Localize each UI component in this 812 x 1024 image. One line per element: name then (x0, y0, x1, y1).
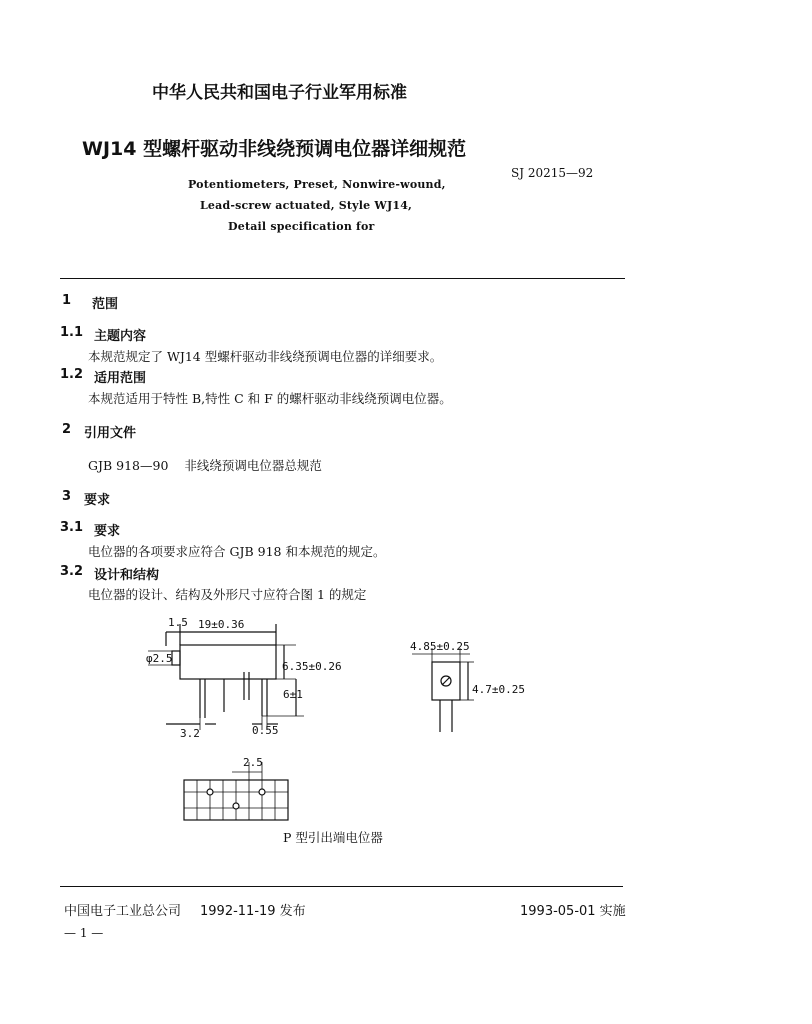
outline-drawing (0, 600, 812, 850)
header-divider (60, 278, 625, 279)
section-3-1-title: 要求 (94, 524, 121, 539)
dim-4-85: 4.85±0.25 (410, 640, 470, 653)
side-view-body (180, 645, 276, 679)
footer-divider (60, 886, 623, 887)
section-3-2-number: 3.2 (60, 564, 84, 579)
publisher: 中国电子工业总公司 (64, 904, 182, 919)
dim-1-5: 1.5 (168, 616, 188, 629)
standard-category: 中华人民共和国电子行业军用标准 (152, 83, 407, 103)
section-1-number: 1 (62, 293, 72, 308)
section-1-2-number: 1.2 (60, 367, 84, 382)
dim-2-5-spacing: 2.5 (243, 756, 263, 769)
dim-0-55: 0.55 (252, 724, 279, 737)
page-number: — 1 — (64, 926, 104, 940)
section-3-1-number: 3.1 (60, 520, 84, 535)
standard-number: SJ 20215—92 (511, 166, 594, 180)
dim-4-7: 4.7±0.25 (472, 683, 525, 696)
section-1-title: 范围 (92, 297, 119, 312)
section-1-2-text: 本规范适用于特性 B,特性 C 和 F 的螺杆驱动非线绕预调电位器。 (88, 391, 452, 406)
section-1-1-text: 本规范规定了 WJ14 型螺杆驱动非线绕预调电位器的详细要求。 (88, 349, 443, 364)
section-3-1-text: 电位器的各项要求应符合 GJB 918 和本规范的规定。 (88, 544, 386, 559)
issue-date: 1992-11-19 发布 (200, 904, 306, 919)
section-1-1-title: 主题内容 (94, 329, 147, 344)
section-3-2-text: 电位器的设计、结构及外形尺寸应符合图 1 的规定 (88, 587, 367, 602)
dim-2-5-diameter: φ2.5 (146, 652, 173, 665)
english-title-line-2: Lead-screw actuated, Style WJ14, (200, 199, 413, 212)
section-2-title: 引用文件 (84, 426, 137, 441)
english-title-line-1: Potentiometers, Preset, Nonwire-wound, (188, 178, 446, 191)
effective-date: 1993-05-01 实施 (520, 904, 626, 919)
referenced-document: GJB 918—90 非线绕预调电位器总规范 (88, 458, 322, 473)
section-1-2-title: 适用范围 (94, 371, 147, 386)
section-1-1-number: 1.1 (60, 325, 84, 340)
figure-caption: P 型引出端电位器 (283, 830, 383, 845)
section-3-number: 3 (62, 489, 72, 504)
dim-3-2: 3.2 (180, 727, 200, 740)
english-title-line-3: Detail specification for (228, 220, 375, 233)
dim-6-35: 6.35±0.26 (282, 660, 342, 673)
section-3-title: 要求 (84, 493, 111, 508)
section-3-2-title: 设计和结构 (94, 568, 160, 583)
dim-19: 19±0.36 (198, 618, 245, 631)
document-title: WJ14 型螺杆驱动非线绕预调电位器详细规范 (82, 138, 467, 160)
dim-6: 6±1 (283, 688, 303, 701)
section-2-number: 2 (62, 422, 72, 437)
